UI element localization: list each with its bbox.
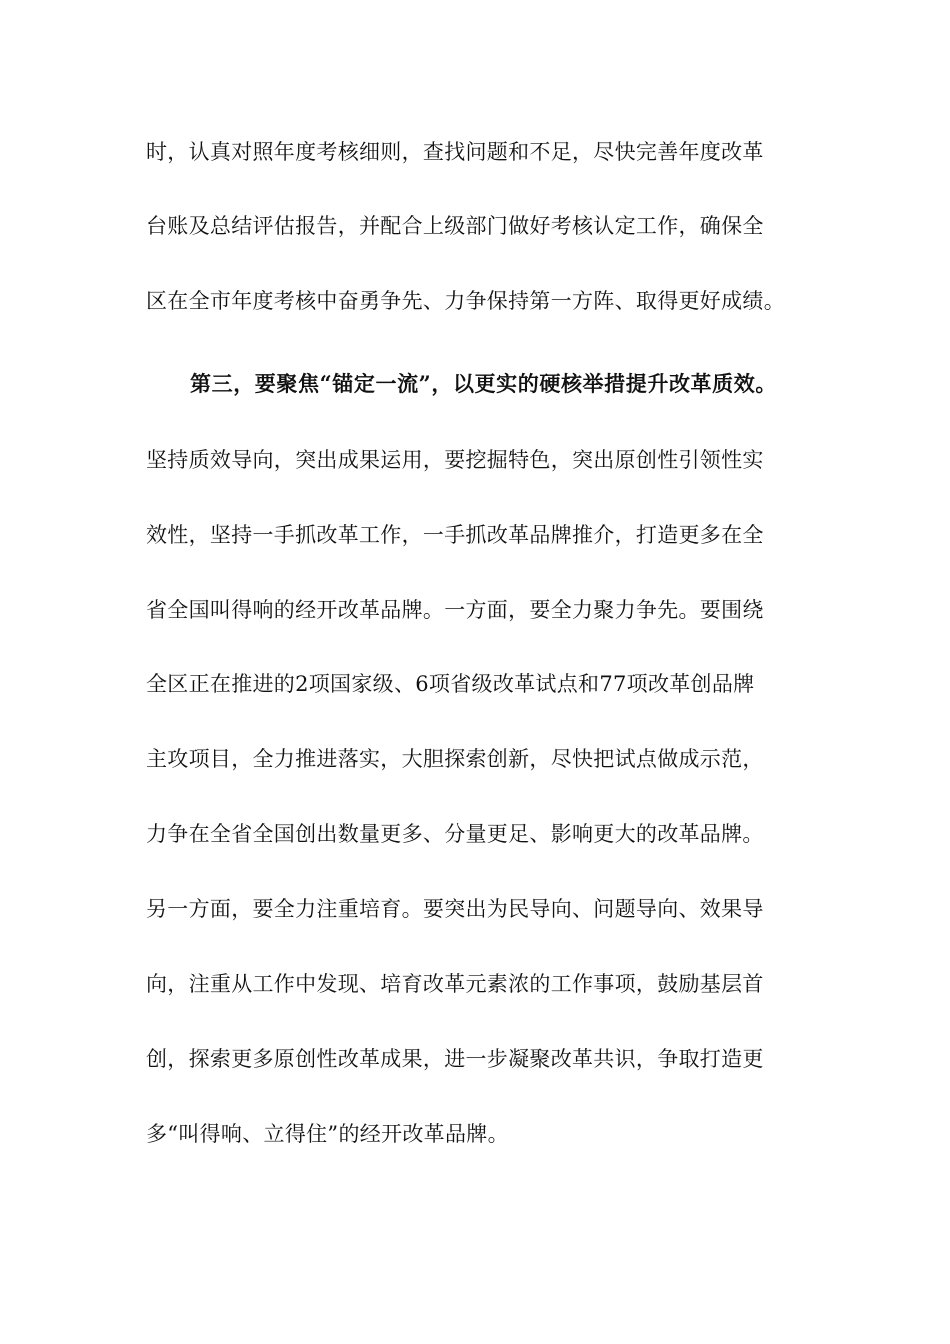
paragraph-line: 时，认真对照年度考核细则，查找问题和不足，尽快完善年度改革 xyxy=(146,140,764,164)
paragraph-line: 另一方面，要全力注重培育。要突出为民导向、问题导向、效果导 xyxy=(146,897,764,921)
paragraph-line: 区在全市年度考核中奋勇争先、力争保持第一方阵、取得更好成绩。 xyxy=(146,289,785,313)
paragraph-line: 向，注重从工作中发现、培育改革元素浓的工作事项，鼓励基层首 xyxy=(146,972,764,996)
paragraph-line: 坚持质效导向，突出成果运用，要挖掘特色，突出原创性引领性实 xyxy=(146,448,764,472)
paragraph-line: 力争在全省全国创出数量更多、分量更足、影响更大的改革品牌。 xyxy=(146,822,764,846)
paragraph-line: 效性，坚持一手抓改革工作，一手抓改革品牌推介，打造更多在全 xyxy=(146,523,764,547)
paragraph-line: 创，探索更多原创性改革成果，进一步凝聚改革共识，争取打造更 xyxy=(146,1047,764,1071)
paragraph-line: 主攻项目，全力推进落实，大胆探索创新，尽快把试点做成示范， xyxy=(146,747,764,771)
paragraph-line: 全区正在推进的2项国家级、6项省级改革试点和77项改革创品牌 xyxy=(146,672,755,696)
paragraph-line: 多“叫得响、立得住”的经开改革品牌。 xyxy=(146,1122,509,1146)
paragraph-line: 省全国叫得响的经开改革品牌。一方面，要全力聚力争先。要围绕 xyxy=(146,598,764,622)
paragraph-line: 台账及总结评估报告，并配合上级部门做好考核认定工作，确保全 xyxy=(146,214,764,238)
section-heading: 第三，要聚焦“锚定一流”，以更实的硬核举措提升改革质效。 xyxy=(190,371,777,396)
